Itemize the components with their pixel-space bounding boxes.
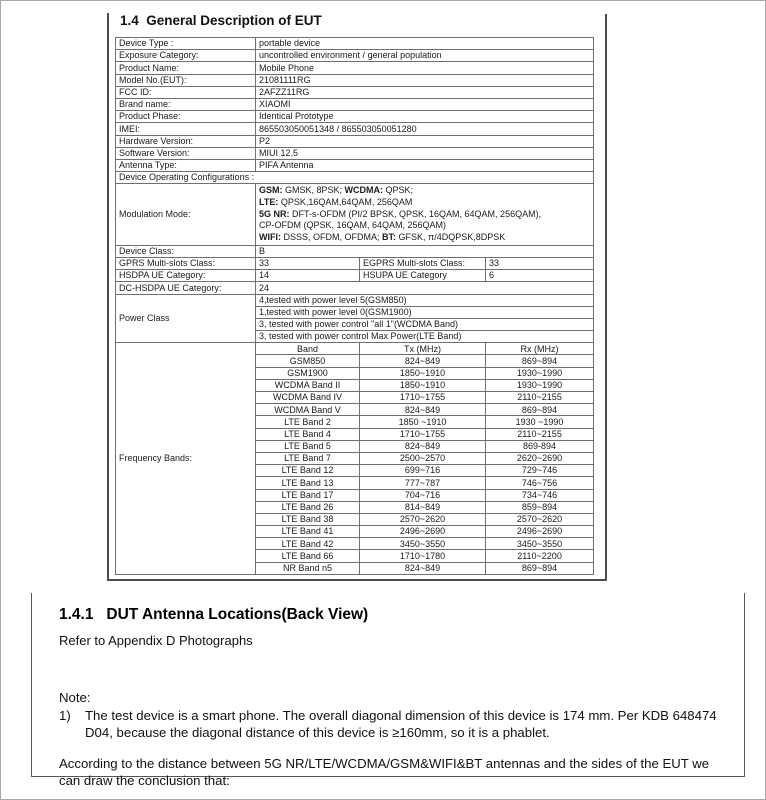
spec-label: DC-HSDPA UE Category: <box>116 282 256 294</box>
band-cell: 824~849 <box>360 440 486 452</box>
spec-value: P2 <box>256 135 594 147</box>
modulation-segment: GSM: <box>259 185 283 196</box>
spec-label: Frequency Bands: <box>116 343 256 575</box>
note-item-text: The test device is a smart phone. The overall diagonal dimension of this device is 174 mm. Per KDB 648474 D04, because the diagonal distance of this device is ≥160mm, so it is a phablet. <box>85 708 717 740</box>
modulation-line <box>259 209 590 221</box>
band-cell: LTE Band 17 <box>256 489 360 501</box>
band-cell: 824~849 <box>360 562 486 574</box>
spec-label: GPRS Multi-slots Class: <box>116 257 256 269</box>
band-cell: 2110~2155 <box>486 428 594 440</box>
spec-value: 4,tested with power level 5(GSM850) <box>256 294 594 306</box>
band-cell: 734~746 <box>486 489 594 501</box>
spec-value: MIUI 12.5 <box>256 147 594 159</box>
spec-label: IMEI: <box>116 123 256 135</box>
band-cell: 2500~2570 <box>360 452 486 464</box>
band-cell: LTE Band 5 <box>256 440 360 452</box>
band-cell: LTE Band 7 <box>256 452 360 464</box>
spec-value: 33 <box>486 257 594 269</box>
spec-row <box>116 86 594 98</box>
spec-row <box>116 98 594 110</box>
band-cell: NR Band n5 <box>256 562 360 574</box>
spec-value: B <box>256 245 594 257</box>
spec-label: Exposure Category: <box>116 50 256 62</box>
modulation-segment: GMSK, 8PSK; <box>282 185 345 196</box>
band-cell: LTE Band 13 <box>256 477 360 489</box>
band-cell: LTE Band 12 <box>256 465 360 477</box>
conclusion-text: According to the distance between 5G NR/LTE/WCDMA/GSM&WIFI&BT antennas and the sides of the EUT we can draw the conclusion that: <box>59 756 710 788</box>
modulation-segment: GFSK, π/4DQPSK,8DPSK <box>396 232 506 243</box>
spec-value: 3, tested with power control Max Power(LTE Band) <box>256 331 594 343</box>
spec-value: 24 <box>256 282 594 294</box>
spec-row <box>116 172 594 184</box>
band-cell: 869-894 <box>486 440 594 452</box>
spec-value: XIAOMI <box>256 98 594 110</box>
eut-description-table <box>115 37 594 575</box>
spec-value: Mobile Phone <box>256 62 594 74</box>
band-cell: 1930~1990 <box>486 379 594 391</box>
modulation-segment: QPSK,16QAM,64QAM, 256QAM <box>278 196 413 207</box>
spec-value: 1,tested with power level 0(GSM1900) <box>256 306 594 318</box>
spec-label: Antenna Type: <box>116 159 256 171</box>
band-cell: LTE Band 42 <box>256 538 360 550</box>
spec-row <box>116 294 594 306</box>
band-cell: 704~716 <box>360 489 486 501</box>
refer-text: Refer to Appendix D Photographs <box>59 633 253 648</box>
band-header-row <box>116 343 594 355</box>
spec-row <box>116 245 594 257</box>
band-cell: 1710~1780 <box>360 550 486 562</box>
modulation-value <box>256 184 594 246</box>
spec-value: 3, tested with power control "all 1"(WCDMA Band) <box>256 318 594 330</box>
spec-row <box>116 123 594 135</box>
modulation-segment: CP-OFDM (QPSK, 16QAM, 64QAM, 256QAM) <box>259 220 447 231</box>
spec-label: Brand name: <box>116 98 256 110</box>
spec-value: PIFA Antenna <box>256 159 594 171</box>
spec-value: 6 <box>486 270 594 282</box>
band-cell: LTE Band 41 <box>256 526 360 538</box>
band-cell: WCDMA Band V <box>256 404 360 416</box>
spec-row <box>116 135 594 147</box>
spec-label: Model No.(EUT): <box>116 74 256 86</box>
page-edge-rule-left <box>107 13 109 581</box>
modulation-segment: QPSK; <box>383 185 414 196</box>
band-cell: LTE Band 4 <box>256 428 360 440</box>
antenna-locations-section <box>31 593 745 788</box>
modulation-line <box>259 220 590 232</box>
spec-value: Identical Prototype <box>256 111 594 123</box>
spec-label: Product Name: <box>116 62 256 74</box>
spec-label: HSDPA UE Category: <box>116 270 256 282</box>
band-cell: 3450~3550 <box>486 538 594 550</box>
band-cell: 1710~1755 <box>360 392 486 404</box>
band-cell: 2110~2155 <box>486 392 594 404</box>
band-cell: LTE Band 38 <box>256 513 360 525</box>
band-cell: 814~849 <box>360 501 486 513</box>
band-cell: LTE Band 2 <box>256 416 360 428</box>
spec-label: Product Phase: <box>116 111 256 123</box>
band-header-cell: Tx (MHz) <box>360 343 486 355</box>
band-cell: 1850~1910 <box>360 379 486 391</box>
band-cell: 824~849 <box>360 355 486 367</box>
spec-value: 865503050051348 / 865503050051280 <box>256 123 594 135</box>
section-heading: 1.4 General Description of EUT <box>120 13 322 28</box>
band-cell: 2110~2200 <box>486 550 594 562</box>
spec-row <box>116 282 594 294</box>
band-cell: LTE Band 66 <box>256 550 360 562</box>
band-cell: 1850 ~1910 <box>360 416 486 428</box>
band-cell: 869~894 <box>486 404 594 416</box>
band-cell: 2620~2690 <box>486 452 594 464</box>
band-cell: 699~716 <box>360 465 486 477</box>
spec-row <box>116 147 594 159</box>
modulation-segment: WCDMA: <box>344 185 384 196</box>
spec-row <box>116 50 594 62</box>
band-cell: WCDMA Band IV <box>256 392 360 404</box>
note-item-number: 1) <box>59 708 71 723</box>
band-cell: WCDMA Band II <box>256 379 360 391</box>
spec-value: 14 <box>256 270 360 282</box>
band-header-cell: Band <box>256 343 360 355</box>
spec-value: portable device <box>256 38 594 50</box>
modulation-segment: LTE: <box>259 196 279 207</box>
spec-label: EGPRS Multi-slots Class: <box>360 257 486 269</box>
spec-row <box>116 159 594 171</box>
band-cell: LTE Band 26 <box>256 501 360 513</box>
band-cell: 2496~2690 <box>360 526 486 538</box>
band-cell: 1850~1910 <box>360 367 486 379</box>
band-cell: 3450~3550 <box>360 538 486 550</box>
modulation-segment: 5G NR: <box>259 208 290 219</box>
spec-label: Software Version: <box>116 147 256 159</box>
subsection-heading: 1.4.1 DUT Antenna Locations(Back View) <box>59 606 369 623</box>
spec-label: FCC ID: <box>116 86 256 98</box>
modulation-line <box>259 185 590 197</box>
band-cell: 824~849 <box>360 404 486 416</box>
spec-row <box>116 257 594 269</box>
band-cell: 777~787 <box>360 477 486 489</box>
spec-row <box>116 111 594 123</box>
spec-value: 21081111RG <box>256 74 594 86</box>
band-cell: 1930~1990 <box>486 367 594 379</box>
modulation-segment: BT: <box>382 232 397 243</box>
band-cell: 2570~2620 <box>486 513 594 525</box>
spec-label: Modulation Mode: <box>116 184 256 246</box>
band-cell: 2496~2690 <box>486 526 594 538</box>
page-edge-rule-bottom <box>107 579 607 581</box>
spec-label: Power Class <box>116 294 256 343</box>
spec-label: HSUPA UE Category <box>360 270 486 282</box>
note-label: Note: <box>59 690 91 705</box>
band-cell: 869~894 <box>486 562 594 574</box>
band-cell: GSM850 <box>256 355 360 367</box>
modulation-segment: DSSS, OFDM, OFDMA; <box>281 232 383 243</box>
spec-value: 33 <box>256 257 360 269</box>
spec-row <box>116 38 594 50</box>
modulation-line <box>259 232 590 244</box>
band-cell: GSM1900 <box>256 367 360 379</box>
spec-row <box>116 184 594 246</box>
modulation-segment: DFT-s-OFDM (PI/2 BPSK, QPSK, 16QAM, 64QAM, 256QAM), <box>289 208 542 219</box>
spec-row <box>116 270 594 282</box>
band-cell: 729~746 <box>486 465 594 477</box>
spec-label: Device Type : <box>116 38 256 50</box>
band-header-cell: Rx (MHz) <box>486 343 594 355</box>
spec-value: 2AFZZ11RG <box>256 86 594 98</box>
page-edge-rule-right <box>605 14 607 581</box>
band-cell: 1710~1755 <box>360 428 486 440</box>
band-cell: 869~894 <box>486 355 594 367</box>
spec-label: Hardware Version: <box>116 135 256 147</box>
modulation-segment: WIFI: <box>259 232 281 243</box>
band-cell: 859~894 <box>486 501 594 513</box>
note-item <box>59 707 734 741</box>
spec-label: Device Class: <box>116 245 256 257</box>
spec-label: Device Operating Configurations : <box>116 172 594 184</box>
spec-value: uncontrolled environment / general population <box>256 50 594 62</box>
spec-row <box>116 74 594 86</box>
modulation-line <box>259 197 590 209</box>
band-cell: 1930 ~1990 <box>486 416 594 428</box>
band-cell: 2570~2620 <box>360 513 486 525</box>
band-cell: 746~756 <box>486 477 594 489</box>
spec-row <box>116 62 594 74</box>
